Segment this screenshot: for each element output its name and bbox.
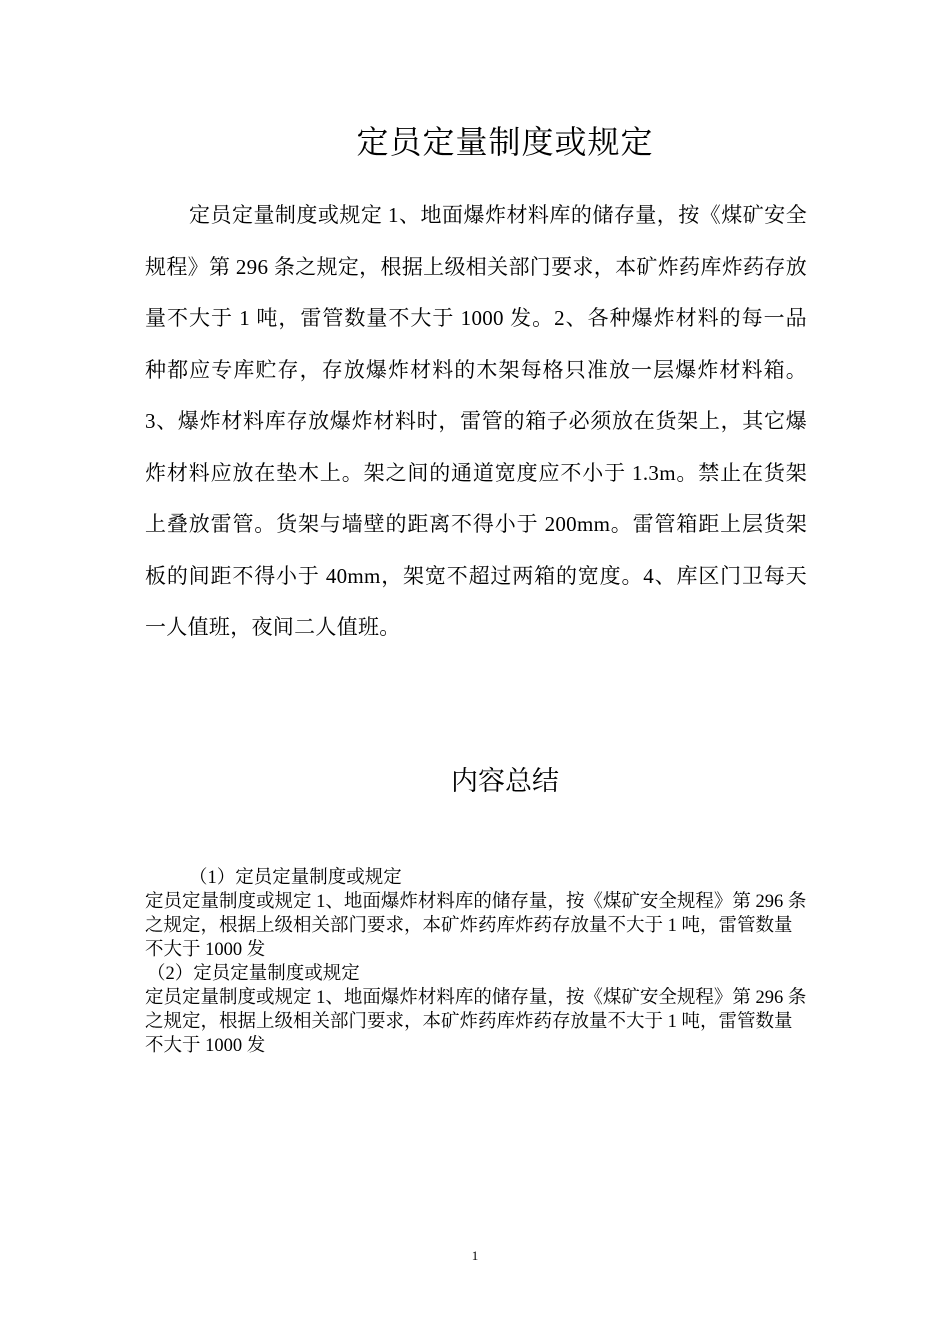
document-body-paragraph: 定员定量制度或规定 1、地面爆炸材料库的储存量，按《煤矿安全规程》第 296 条之规定，根据上级相关部门要求，本矿炸药库炸药存放量不大于 1 吨，雷管数量不大于 1000 发。2、各种爆炸材料的每一品种都应专库贮存，存放爆炸材料的木架每格只准放一层爆炸材料箱。3、爆炸材料库存放爆炸材料时，雷管的箱子必须放在货架上，其它爆炸材料应放在垫木上。架之间的通道宽度应不小于 1.3m。禁止在货架上叠放雷管。货架与墙壁的距离不得小于 200mm。雷管箱距上层货架板的间距不得小于 40mm，架宽不超过两箱的宽度。4、库区门卫每天一人值班，夜间二人值班。 xyxy=(145,203,807,639)
document-title: 定员定量制度或规定 xyxy=(356,123,654,161)
page-number: 1 xyxy=(471,1248,479,1263)
summary-item-text: 定员定量制度或规定 1、地面爆炸材料库的储存量，按《煤矿安全规程》第 296 条之规定，根据上级相关部门要求，本矿炸药库炸药存放量不大于 1 吨，雷管数量不大于 1000 发 xyxy=(145,892,807,960)
summary-item-text: 定员定量制度或规定 1、地面爆炸材料库的储存量，按《煤矿安全规程》第 296 条之规定，根据上级相关部门要求，本矿炸药库炸药存放量不大于 1 吨，雷管数量不大于 1000 发 xyxy=(145,988,807,1056)
summary-item-heading: （1）定员定量制度或规定 xyxy=(189,868,402,888)
summary-item-heading: （2）定员定量制度或规定 xyxy=(147,964,360,984)
summary-title: 内容总结 xyxy=(451,766,559,797)
summary-section xyxy=(145,866,810,1058)
